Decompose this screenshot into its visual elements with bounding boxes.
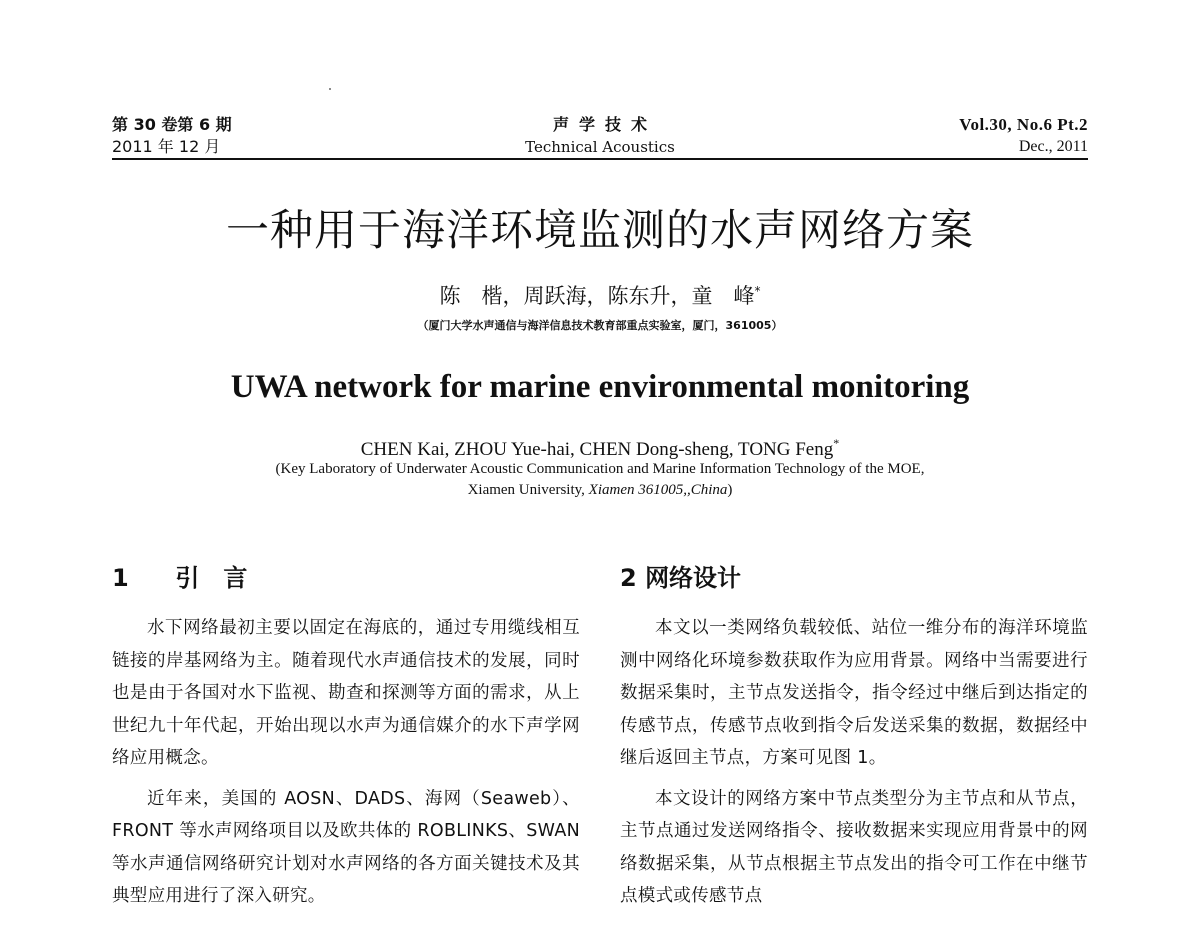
paper-title-en: UWA network for marine environmental monitoring [230,369,970,405]
affiliation-en-line1: (Key Laboratory of Underwater Acoustic Communication and Marine Information Technology of the MOE, [275,461,925,477]
authors-cn [0,277,1200,310]
affiliation-en-line2 [0,480,1200,501]
volume-issue: 第 30 卷第 6 期 [112,115,232,134]
body-paragraph: 本文以一类网络负载较低、站位一维分布的海洋环境监测中网络化环境参数获取作为应用背景。网络中当需要进行数据采集时，主节点发送指令，指令经过中继后到达指定的传感节点，传感节点收到指令后发送采集的数据，数据经中继后返回主节点，方案可见图 1。 [620,618,1088,768]
body-paragraph: 本文设计的网络方案中节点类型分为主节点和从节点，主节点通过发送网络指令、接收数据来实现应用背景中的网络数据采集，从节点根据主节点发出的指令可工作在中继节点模式或传感节点 [620,788,1088,906]
affiliation-university: Xiamen University, [467,482,589,498]
affiliation-en [0,459,1200,501]
body-paragraph: 近年来，美国的 AOSN、DADS、海网（Seaweb）、FRONT 等水声网络项目以及欧共体的 ROBLINKS、SWAN 等水声通信网络研究计划对水声网络的各方面关键技术及其典型应用进行了深入研究。 [112,788,580,906]
journal-issue-info-en [959,114,1088,158]
affiliation-close: ) [727,482,733,498]
journal-name-cn: 声学技术 [552,115,657,134]
section-title: 网络设计 [645,564,742,592]
section-number: 1 [112,564,129,592]
section-title: 引 言 [175,564,248,592]
section-number: 2 [620,564,637,592]
scan-speck [329,88,331,90]
running-header [112,114,1088,160]
section-heading-introduction [112,560,580,600]
affiliation-cn: （厦门大学水声通信与海洋信息技术教育部重点实验室，厦门，361005） [417,319,783,332]
volume-issue-en: Vol.30, No.6 Pt.2 [959,115,1088,134]
issue-date-en: Dec., 2011 [1018,138,1088,155]
paper-title-cn: 一种用于海洋环境监测的水声网络方案 [226,206,974,256]
affiliation-city: Xiamen 361005,,China [588,482,728,498]
authors-en-names: CHEN Kai, ZHOU Yue-hai, CHEN Dong-sheng, TONG Feng [360,439,834,460]
issue-date: 2011 年 12 月 [112,137,221,156]
body-paragraph: 水下网络最初主要以固定在海底的，通过专用缆线相互链接的岸基网络为主。随着现代水声通信技术的发展，同时也是由于各国对水下监视、勘查和探测等方面的需求，从上世纪九十年代起，开始出现以水声为通信媒介的水下声学网络应用概念。 [112,618,580,768]
section-heading-network-design [620,560,1088,600]
authors-cn-names: 陈 楷，周跃海，陈东升，童 峰 [439,284,755,308]
journal-name-en: Technical Acoustics [525,138,675,156]
corresponding-author-mark: * [754,284,761,298]
journal-name [112,114,1088,158]
corresponding-author-mark-en: * [833,436,840,450]
left-column [112,560,580,913]
right-column [620,560,1088,913]
